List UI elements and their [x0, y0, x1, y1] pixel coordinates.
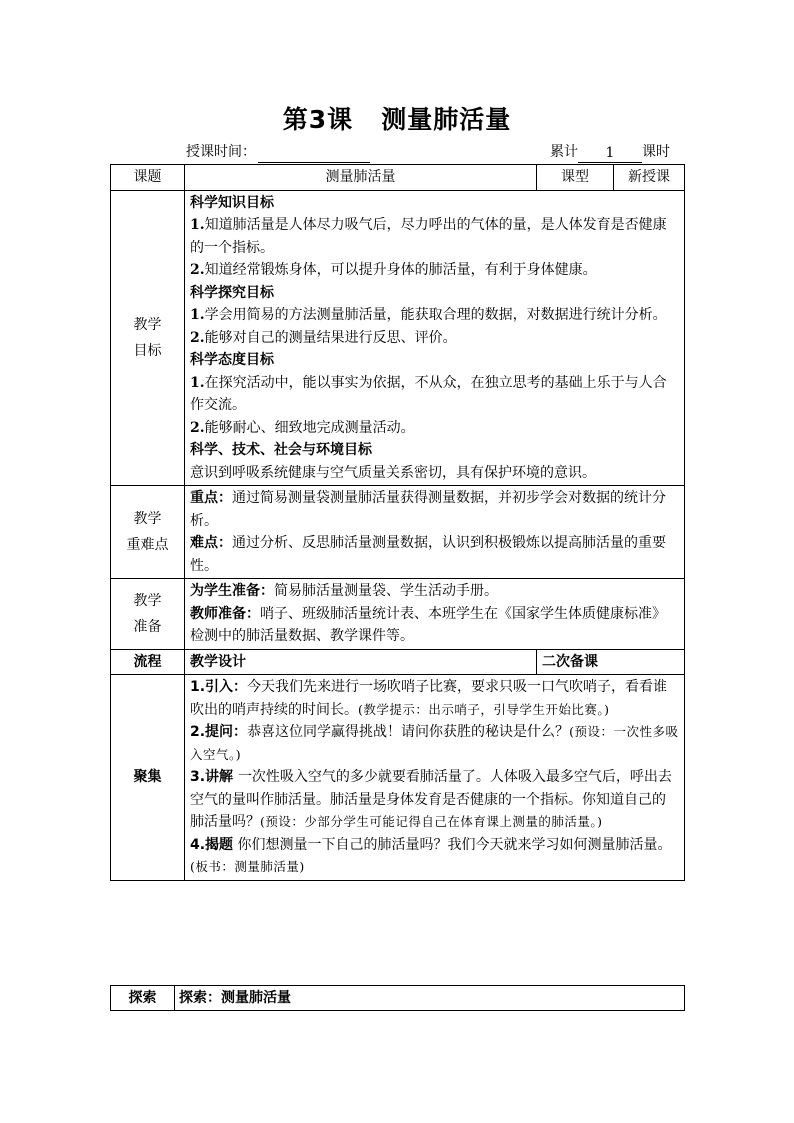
lesson-type-value: 新授课 — [614, 165, 685, 191]
explore-table — [110, 985, 685, 1011]
explore-row — [111, 986, 685, 1011]
focus-step-4: 4.揭题 你们想测量一下自己的肺活量吗？我们今天就来学习如何测量肺活量。(板书：测量肺活量) — [190, 836, 672, 874]
page-title — [0, 100, 794, 136]
teaching-time-label: 授课时间： — [186, 144, 256, 160]
keypoints-row — [111, 486, 685, 579]
lesson-number: 第3课 — [282, 105, 354, 134]
topic-value: 测量肺活量 — [185, 165, 537, 191]
attitude-goal-1: 1.在探究活动中，能以事实为依据，不从众，在独立思考的基础上乐于与人合作交流。 — [190, 374, 667, 413]
design-label: 教学设计 — [185, 649, 537, 675]
student-prep: 为学生准备：简易肺活量测量袋、学生活动手册。 — [190, 583, 498, 599]
count-value: 1 — [578, 144, 642, 163]
count-label: 累计 — [550, 144, 578, 160]
difficult-point: 难点：通过分析、反思肺活量测量数据，认识到积极锻炼以提高肺活量的重要性。 — [190, 535, 666, 574]
prep-label: 教学 准备 — [111, 579, 185, 650]
attitude-goal-2: 2.能够耐心、细致地完成测量活动。 — [190, 419, 415, 436]
key-point: 重点：通过简易测量袋测量肺活量获得测量数据，并初步学会对数据的统计分析。 — [190, 490, 666, 529]
sts-goal-text: 意识到呼吸系统健康与空气质量关系密切，具有保护环境的意识。 — [190, 464, 596, 481]
flow-label: 流程 — [111, 649, 185, 675]
inquiry-goal-1: 1.学会用简易的方法测量肺活量，能获取合理的数据，对数据进行统计分析。 — [190, 307, 667, 323]
inquiry-goal-2: 2.能够对自己的测量结果进行反思、评价。 — [190, 329, 457, 346]
lesson-plan-table — [110, 164, 685, 881]
sts-goal-heading: 科学、技术、社会与环境目标 — [190, 442, 372, 458]
topic-row — [111, 165, 685, 191]
flow-header-row — [111, 649, 685, 675]
explore-label: 探索 — [111, 986, 175, 1011]
prep-row — [111, 579, 685, 650]
teaching-time-blank — [258, 146, 370, 163]
teaching-time — [186, 141, 370, 163]
lesson-type-label: 课型 — [537, 165, 614, 191]
focus-row — [111, 675, 685, 881]
lesson-meta — [110, 141, 684, 163]
period-count — [550, 141, 670, 163]
topic-label: 课题 — [111, 165, 185, 191]
teacher-prep: 教师准备：哨子、班级肺活量统计表、本班学生在《国家学生体质健康标准》检测中的肺活量数据、教学课件等。 — [190, 605, 666, 644]
knowledge-goal-heading: 科学知识目标 — [190, 194, 274, 211]
goals-content — [185, 190, 685, 486]
explore-text: 探索：测量肺活量 — [175, 986, 685, 1011]
prep-content — [185, 579, 685, 650]
focus-label: 聚集 — [111, 675, 185, 881]
lesson-name: 测量肺活量 — [381, 105, 512, 134]
knowledge-goal-2: 2.知道经常锻炼身体，可以提升身体的肺活量，有利于身体健康。 — [190, 262, 597, 278]
keypoints-content — [185, 486, 685, 579]
count-unit: 课时 — [642, 144, 670, 160]
focus-content — [185, 675, 685, 881]
inquiry-goal-heading: 科学探究目标 — [190, 284, 274, 301]
keypoints-label: 教学 重难点 — [111, 486, 185, 579]
attitude-goal-heading: 科学态度目标 — [190, 352, 274, 368]
focus-step-2: 2.提问：恭喜这位同学赢得挑战！请问你获胜的秘诀是什么？(预设：一次性多吸入空气。) — [190, 724, 679, 762]
goals-row — [111, 190, 685, 486]
goals-label: 教学 目标 — [111, 190, 185, 486]
focus-step-1: 1.引入：今天我们先来进行一场吹哨子比赛，要求只吸一口气吹哨子，看看谁吹出的哨声持续的时间长。(教学提示：出示哨子，引导学生开始比赛。) — [190, 679, 668, 718]
second-prep-label: 二次备课 — [537, 649, 685, 675]
knowledge-goal-1: 1.知道肺活量是人体尽力吸气后，尽力呼出的气体的量，是人体发育是否健康的一个指标。 — [190, 217, 667, 256]
focus-step-3: 3.讲解 一次性吸入空气的多少就要看肺活量了。人体吸入最多空气后，呼出去空气的量叫作肺活量。肺活量是身体发育是否健康的一个指标。你知道自己的肺活量吗？(预设：少部分学生可能记得自己在体育课上测量的肺活量。) — [190, 769, 672, 830]
